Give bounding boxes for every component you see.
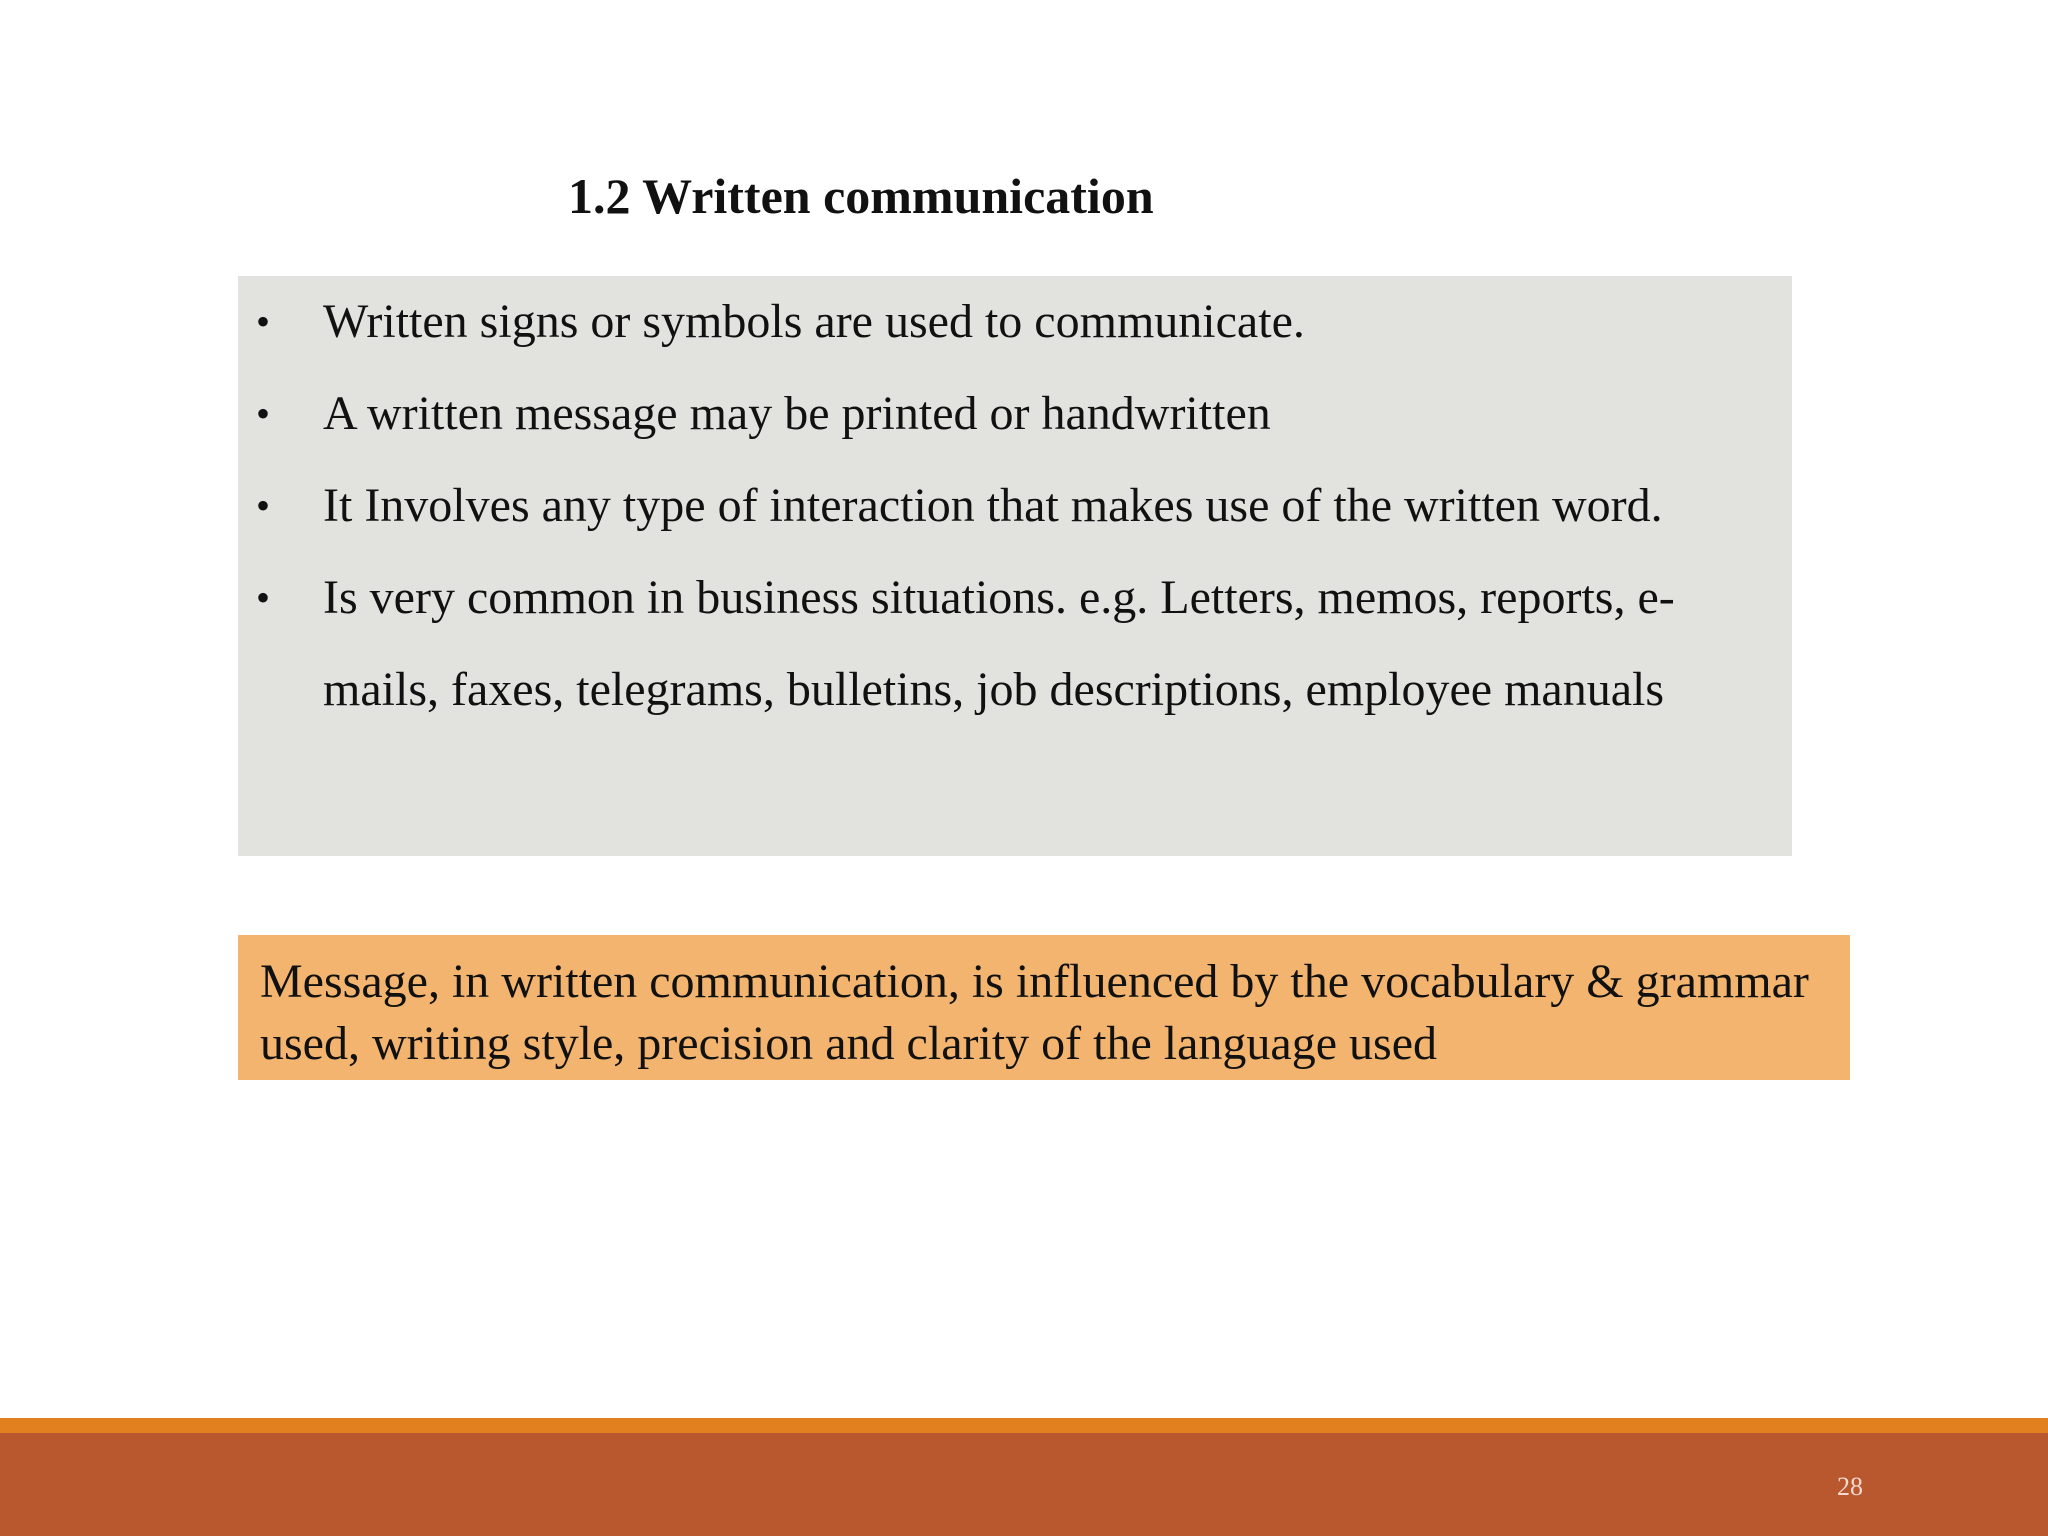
footer-stripe <box>0 1418 2048 1433</box>
bullet-text: Written signs or symbols are used to communicate. <box>323 295 1305 348</box>
bullet-text: Is very common in business situations. e.g. Letters, memos, reports, e-mails, faxes, telegrams, bulletins, job descriptions, employee manuals <box>323 571 1675 716</box>
bullet-box <box>238 276 1792 856</box>
bullet-icon: • <box>256 483 271 528</box>
footer-band <box>0 1433 2048 1536</box>
bullet-text: It Involves any type of interaction that makes use of the written word. <box>323 479 1663 532</box>
bullet-icon: • <box>256 391 271 436</box>
note-box: Message, in written communication, is influenced by the vocabulary & grammar used, writing style, precision and clarity of the language used <box>238 935 1850 1080</box>
bullet-icon: • <box>256 299 271 344</box>
bullet-text: A written message may be printed or handwritten <box>323 387 1271 440</box>
page-number: 28 <box>1837 1472 1863 1501</box>
bullet-icon: • <box>256 575 271 620</box>
slide-title: 1.2 Written communication <box>568 168 1154 224</box>
